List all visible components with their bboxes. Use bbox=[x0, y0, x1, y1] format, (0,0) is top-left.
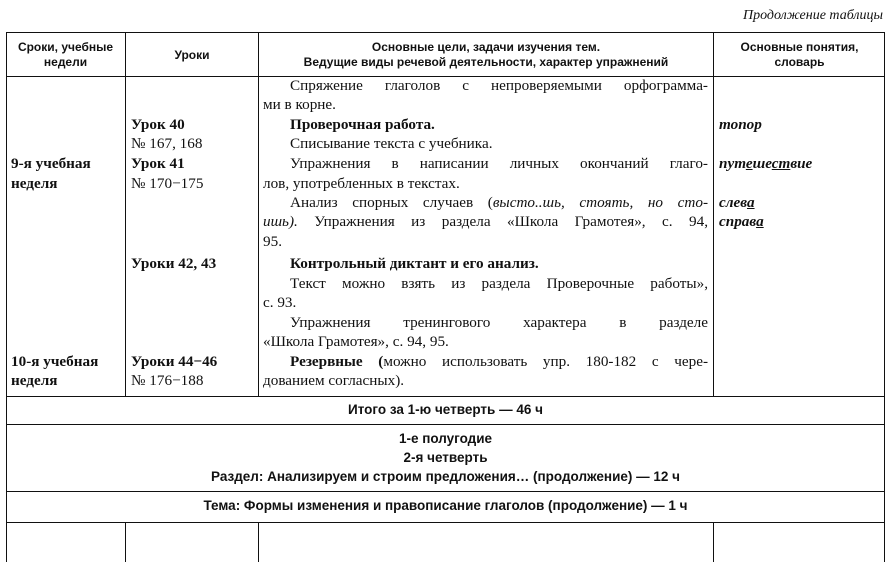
col2-divider bbox=[258, 32, 259, 396]
goal-dictation: Контрольный диктант и его анализ. bbox=[290, 255, 539, 272]
col3-divider bbox=[713, 32, 714, 396]
goal-conjugation-line1: Спряжение глаголов с непроверяемыми орфограмма- bbox=[290, 77, 708, 94]
summary-row-top-border bbox=[6, 396, 885, 397]
goal-disputed-cases-line1: Анализ спорных случаев (высто..шь, стоять, но сто- bbox=[290, 194, 709, 211]
lessons-44-46-numbers: № 176−188 bbox=[131, 372, 204, 389]
header-col-dates: Сроки, учебные недели bbox=[17, 40, 114, 69]
goal-endings-exercises-line1: Упражнения в написании личных окончаний глаго- bbox=[290, 155, 708, 172]
lesson-41-title: Урок 41 bbox=[131, 155, 185, 172]
topic-row-bottom-border bbox=[6, 522, 885, 523]
quarter-total-row: Итого за 1-ю четверть — 46 ч bbox=[348, 402, 543, 417]
lessons-42-43-title: Уроки 42, 43 bbox=[131, 255, 217, 272]
col2-divider-bottom bbox=[258, 522, 259, 562]
lesson-41-numbers: № 170−175 bbox=[131, 175, 204, 192]
goal-disputed-cases-line2: ишь). Упражнения из раздела «Школа Грамотея», с. 94, bbox=[263, 213, 708, 230]
topic-title: Тема: Формы изменения и правописание глаголов (продолжение) — 1 ч bbox=[203, 498, 688, 513]
lesson-40-numbers: № 167, 168 bbox=[131, 135, 203, 152]
header-col-lessons: Уроки bbox=[174, 47, 210, 62]
goal-conjugation-line2: ми в корне. bbox=[263, 96, 336, 113]
week-10-line1: 10-я учебная bbox=[11, 353, 99, 370]
lessons-44-46-title: Уроки 44−46 bbox=[131, 353, 218, 370]
vocab-word-topor: топор bbox=[719, 116, 762, 133]
goal-disputed-cases-line3: 95. bbox=[263, 233, 282, 250]
vocab-word-sleva: слева bbox=[719, 194, 755, 211]
vocab-word-puteshestvie: путешествие bbox=[719, 155, 813, 172]
goal-text-source-line1: Текст можно взять из раздела Проверочные работы», bbox=[290, 275, 708, 292]
section-title: Раздел: Анализируем и строим предложения… (продолжение) — 12 ч bbox=[211, 469, 680, 484]
goal-text-source-line2: с. 93. bbox=[263, 294, 297, 311]
half-year-label: 1-е полугодие bbox=[398, 431, 493, 446]
section-row-top-border bbox=[6, 424, 885, 425]
header-col-vocabulary: Основные понятия, словарь bbox=[740, 40, 859, 69]
col1-divider bbox=[125, 32, 126, 396]
week-10-line2: неделя bbox=[11, 372, 58, 389]
goal-training-exercises-line1: Упражнения тренингового характера в разделе bbox=[290, 314, 708, 331]
col3-divider-bottom bbox=[713, 522, 714, 562]
goal-copying-text: Списывание текста с учебника. bbox=[290, 135, 493, 152]
col1-divider-bottom bbox=[125, 522, 126, 562]
topic-row-top-border bbox=[6, 491, 885, 492]
quarter-label: 2-я четверть bbox=[403, 450, 488, 465]
goal-reserve-line2: дованием согласных). bbox=[263, 372, 405, 389]
vocab-word-sprava: справа bbox=[719, 213, 764, 230]
goal-test-work: Проверочная работа. bbox=[290, 116, 435, 133]
goal-endings-exercises-line2: лов, употребленных в текстах. bbox=[263, 175, 460, 192]
week-9-line1: 9-я учебная bbox=[11, 155, 91, 172]
table-continuation-caption: Продолжение таблицы bbox=[742, 8, 883, 23]
goal-training-exercises-line2: «Школа Грамотея», с. 94, 95. bbox=[263, 333, 449, 350]
lesson-40-title: Урок 40 bbox=[131, 116, 185, 133]
header-col-goals: Основные цели, задачи изучения тем. Ведущие виды речевой деятельности, характер упражнений bbox=[303, 40, 669, 69]
goal-reserve-line1: Резервные (можно использовать упр. 180-182 с чере- bbox=[290, 353, 708, 370]
week-9-line2: неделя bbox=[11, 175, 58, 192]
